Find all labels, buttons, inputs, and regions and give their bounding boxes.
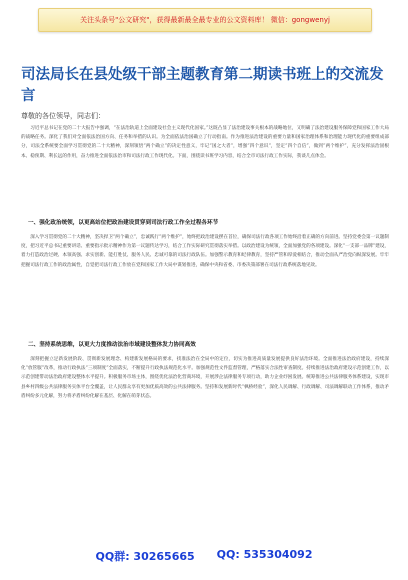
intro-paragraph: 习近平总书记在党的二十大报告中强调，“在法治轨道上全面建设社会主义现代化国家。”这既凸显了法治建设事关根本的战略地位，又明确了法治建设服务保障党和国家工作大局的战略任务。深化了我们对全面依法治国方向、任务和举措的认识。为全面依法治国确立了行动指南。作为推进法治建设的重要力量和国家治理体系和治理能力现代化的重要组成部分，司法全系统要全面学习贯彻党的二十大精神，深刻领悟“两个确立”的决定性意义，牢记“国之大者”，增强“四个意识”，坚定“四个自信”，做到“两个维护”，充分发挥法治固根本、稳预期、利长远的作用，奋力推进全面依法治市和司法行政工作现代化。下面，围绕读书班学习内容，结合全市司法行政工作实际，我谈几点体会。 (21, 126, 389, 159)
section-heading-1: 一、强化政治统领，以更高站位把政治建设贯穿到司法行政工作全过程各环节 (28, 220, 219, 226)
salutation: 尊敬的各位领导，同志们： (21, 112, 105, 120)
qq-group-number: QQ群: 30265665 (95, 550, 195, 563)
promo-banner[interactable] (38, 8, 372, 32)
promo-banner-text: 关注头条号"公文研究"，获得最新最全最专业的公文资料库！ 微信：gongwenyj (80, 16, 330, 24)
contact-footer (0, 548, 408, 564)
qq-number: QQ: 535304092 (216, 548, 313, 561)
document-title: 司法局长在县处级干部主题教育第二期读书班上的交流发言 (21, 67, 384, 104)
section-2-paragraph: 深刻把握立足新发展阶段、贯彻新发展理念、构建新发展格局的要求，找准法治在全局中的定位，切实为推进高质量发展提供良好法治环境。全面推进法治政府建设，持续深化“放管服”改革，推动行政执法“三项制度”全面落实，不断提升行政执法规范化水平。加强规范性文件监督管理，严格落实合法性审查制度。持续推进法治政府建设示范创建工作，以示范创建带动法治政府建设整体水平提升。积极服务市场主体，围绕优化法治化营商环境，开展涉企法律服务专项行动，助力企业纾困发展。统筹推进公共法律服务体系建设，实现市县乡村四级公共法律服务实体平台全覆盖，让人民群众享有更加优质高效的公共法律服务。坚持和发展新时代“枫桥经验”，深化人民调解、行政调解、司法调解联动工作体系，推动矛盾纠纷多元化解，努力将矛盾纠纷化解在基层、化解在萌芽状态。 (21, 357, 389, 399)
section-heading-2: 二、坚持系统思维，以更大力度推动法治市域建设整体发力协同高效 (28, 342, 196, 348)
section-1-paragraph: 深入学习贯彻党的二十大精神，坚决捍卫“两个确立”，忠诚践行“两个维护”，始终把政治建设摆在首位，确保司法行政各项工作始终沿着正确的方向前进。坚持党委会第一议题制度，把习近平总书记重要讲话、重要指示批示精神作为第一议题传达学习，结合工作实际研究贯彻落实举措。以政治建设为统领，全面加强党的各项建设。深化“一支部一品牌”建设，着力打造政治过硬、本领高强、求实创新、能打胜仗、服务人民、忠诚可靠的司法行政队伍。加强警示教育和纪律教育，坚持严管和厚爱相结合，推动全面从严治党向纵深发展。牢牢把握司法行政工作的政治属性，自觉把司法行政工作放在党和国家工作大局中谋划推进，确保中央和省委、市委决策部署在司法行政系统落地见效。 (21, 235, 389, 268)
